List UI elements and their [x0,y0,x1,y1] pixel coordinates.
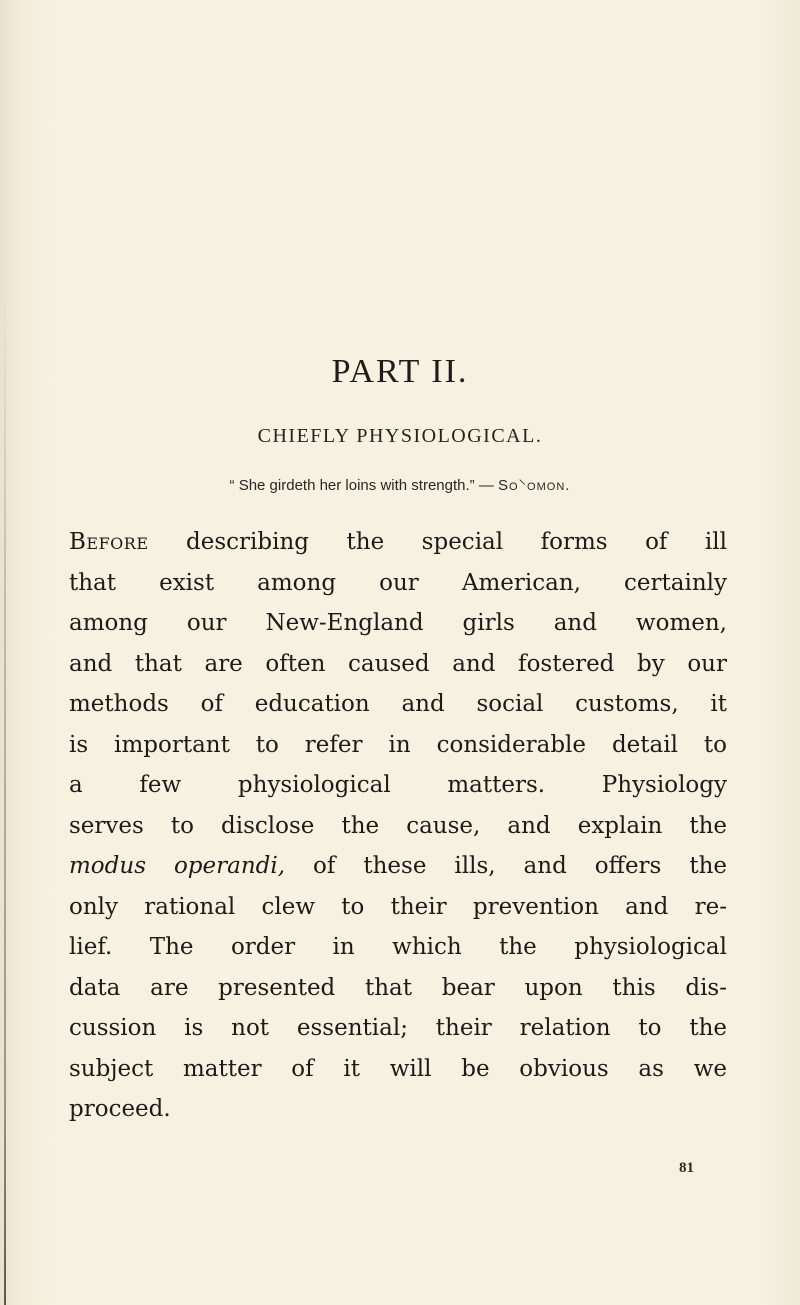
opening-word: Before [69,529,149,555]
body-paragraph [69,522,727,1130]
part-heading: PART II. [331,353,469,390]
page-number: 81 [679,1160,694,1176]
paragraph-line: methods of education and social customs, it [69,691,727,717]
paragraph-line: modus operandi, of these ills, and offers the [69,853,727,879]
paragraph-line: proceed. [69,1096,171,1122]
part-subtitle: CHIEFLY PHYSIOLOGICAL. [257,425,543,447]
italic-phrase: modus operandi, [69,853,286,879]
paragraph-line: and that are often caused and fostered by our [69,650,727,677]
epigraph [0,475,800,495]
paragraph-line: that exist among our American, certainly [69,569,727,596]
epigraph-author: So⸌omon. [498,477,571,494]
paragraph-line: a few physiological matters. Physiology [69,772,727,798]
epigraph-quote: “ She girdeth her loins with strength.” — [229,477,498,494]
paragraph-line: is important to refer in considerable detail to [69,731,727,758]
paragraph-line: only rational clew to their prevention and re- [69,893,727,920]
paragraph-line: cussion is not essential; their relation to the [69,1015,727,1041]
paragraph-line: data are presented that bear upon this dis- [69,974,727,1001]
paragraph-line: serves to disclose the cause, and explain the [69,812,727,839]
paragraph-line: Before describing the special forms of ill [69,529,727,555]
paragraph-line: subject matter of it will be obvious as we [69,1055,727,1082]
paragraph-line: lief. The order in which the physiological [69,934,727,960]
binding-gutter [4,300,6,1305]
paragraph-line: among our New-England girls and women, [69,610,727,636]
